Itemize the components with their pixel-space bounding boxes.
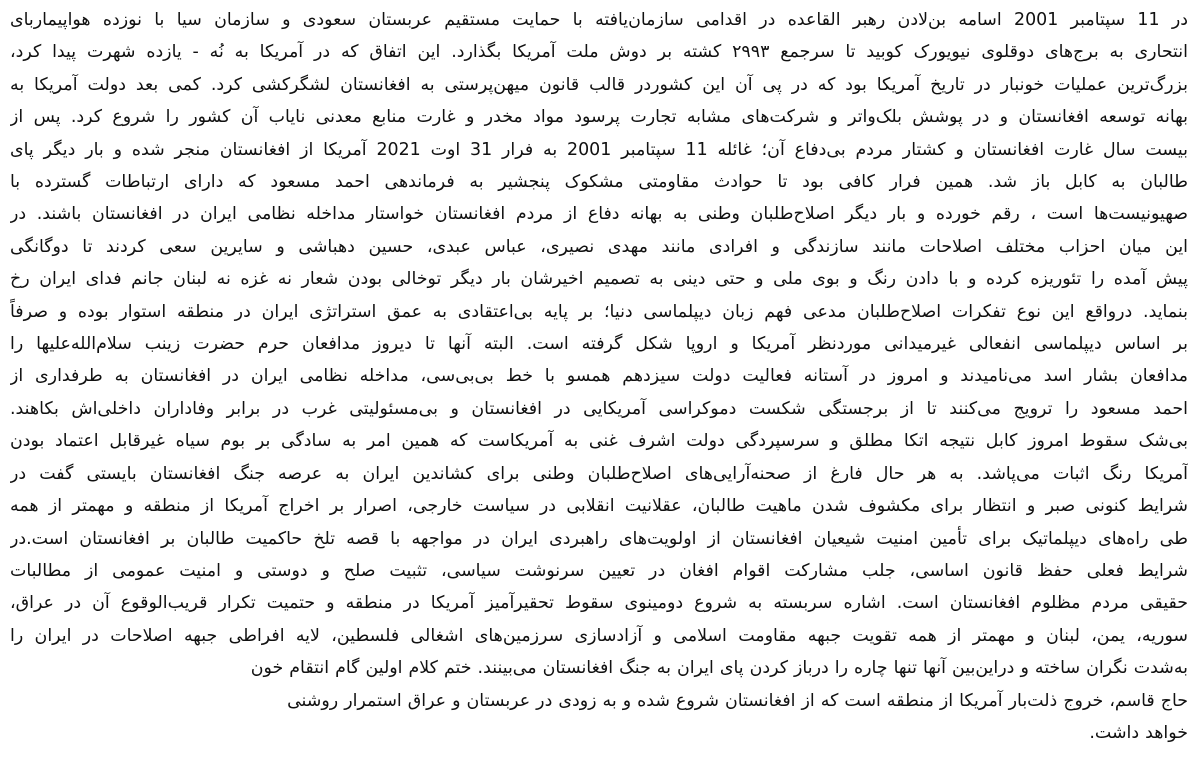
text-line-1: در 11 سپتامبر 2001 اسامه بن‌لادن رهبر القاعده در اقدامی سازمان‌یافته با حمایت مستقیم عربستان سعودی و سازمان سیا با نوزده هواپیماربای	[10, 10, 1188, 30]
document-page	[10, 4, 1188, 763]
text-line-20: سوریه، یمن، لبنان و مهمتر از همه تقویت جبهه مقاومت اسلامی و آزادسازی سرزمین‌های اشغالی فلسطین، لایه افراطی جبهه اصلاحات در ایران را	[10, 625, 1188, 646]
text-line-9: پیش آمده را تئوریزه کرده و با دادن رنگ و بوی ملی و حتی دینی به تصمیم اخیرشان بار دیگر توخالی بودن شعار نه غزه نه لبنان جانم فدای ایران رخ	[10, 269, 1188, 290]
text-line-21: به‌شدت نگران ساخته و دراین‌بین آنها تنها چاره را درباز کردن پای ایران به جنگ افغانستان می‌بینند. ختم کلام اولین گام انتقام خون	[250, 658, 1188, 679]
text-line-14: بی‌شک سقوط امروز کابل نتیجه اتکا مطلق و سرسپردگی دولت اشرف غنی به آمریکاست که همین امر به سادگی بر بوم سیاه غیرقابل اعتماد بودن	[10, 431, 1188, 452]
text-line-16: شرایط کنونی صبر و انتظار برای مکشوف شدن ماهیت طالبان، عقلانیت انقلابی در سیاست خارجی، اصرار بر اخراج آمریکا از منطقه و مهمتر از همه	[10, 496, 1188, 517]
text-line-3: بزرگ‌ترین عملیات خونبار در تاریخ آمریکا بود که در پی آن این کشوردر قالب قانون میهن‌پرستی به افغانستان لشگرکشی کرد. کمی بعد دولت آمریکا به	[10, 74, 1188, 95]
text-line-8: این میان احزاب مختلف اصلاحات مانند سازندگی و افرادی مانند مهدی نصیری، عباس عبدی، حسین دهباشی و سایرین سعی کردند تا دوگانگی	[10, 236, 1188, 257]
text-line-10: بنماید. درواقع این نوع تفکرات اصلاح‌طلبان مدعی فهم زبان دیپلماسی دنیا؛ بر پایه بی‌اعتقادی به عمق استراتژی ایران در منطقه استوار بوده و صرفاً	[10, 301, 1188, 322]
text-line-12: مدافعان بشار اسد می‌نامیدند و امروز در آستانه فعالیت دولت سیزدهم همسو با خط بی‌بی‌سی، مداخله نظامی ایران در افغانستان به طرفداری از	[10, 366, 1188, 387]
text-line-17: طی راه‌های دیپلماتیک برای تأمین امنیت شیعیان افغانستان از اولویت‌های راهبردی ایران در مواجهه با قصه تلخ حاکمیت طالبان بر افغانستان است.در	[10, 528, 1188, 549]
text-line-22: حاج قاسم، خروج ذلت‌بار آمریکا از منطقه است که از افغانستان شروع شده و به زودی در عربستان و عراق استمرار روشنی	[287, 690, 1188, 711]
text-line-18: شرایط فعلی حفظ قانون اساسی، جلب مشارکت اقوام افغان در تعیین سرنوشت سیاسی، تثبیت صلح و دوستی و امنیت عمومی از مطالبات	[10, 560, 1188, 581]
text-line-7: صهیونیست‌ها است ، رقم خورده و بار دیگر اصلاح‌طلبان وطنی به بهانه دفاع از مردم افغانستان خواستار مداخله نظامی ایران در افغانستان باشند. در	[10, 204, 1188, 225]
text-line-13: احمد مسعود را ترویج می‌کنند تا از برجستگی شکست دموکراسی آمریکایی در افغانستان و بی‌مسئولیتی غرب در برابر وفاداران داخلی‌اش بکاهند.	[10, 398, 1188, 419]
text-line-5: بیست سال غارت افغانستان و کشتار مردم بی‌دفاع آن؛ غائله 11 سپتامبر 2001 به فرار 31 اوت 2021 آمریکا از افغانستان منجر شده و بار دیگر پای	[10, 139, 1188, 160]
text-line-4: بهانه توسعه افغانستان و در پوشش بلک‌واتر و شرکت‌های مشابه تجارت پرسود مواد مخدر و غارت منابع معدنی نایاب آن کشور را شروع کرد. پس از	[10, 107, 1188, 128]
text-line-19: حقیقی مردم مظلوم افغانستان است. اشاره سربسته به شروع دومینوی سقوط تحقیرآمیز آمریکا در منطقه و حتمیت تکرار قریب‌الوقوع آن در عراق،	[10, 593, 1188, 614]
text-line-2: انتحاری به برج‌های دوقلوی نیویورک کوبید تا سرجمع ۲۹۹۳ کشته بر دوش ملت آمریکا بگذارد. این اتفاق که در آمریکا به نُه - یازده شهرت پیدا کرد،	[10, 42, 1188, 63]
article-body	[10, 4, 1188, 749]
text-line-11: بر اساس دیپلماسی انفعالی غیرمیدانی موردنظر آمریکا و اروپا شکل گرفته است. البته آنها تا دیروز مدافعان حرم حضرت زینب سلام‌الله‌علیها را	[10, 334, 1188, 355]
text-line-15: آمریکا رنگ اثبات می‌پاشد. به هر حال فارغ از صحنه‌آرایی‌های اصلاح‌طلبان وطنی برای کشاندین ایران به عرصه جنگ افغانستان بایستی گفت در	[10, 463, 1188, 484]
text-line-6: طالبان به کابل باز شد. همین فرار کافی بود تا حوادث مقاومتی مشکوک پنجشیر به فرماندهی احمد مسعود که دارای ارتباطات گسترده با	[10, 172, 1188, 193]
text-line-23: خواهد داشت.	[1089, 722, 1188, 743]
